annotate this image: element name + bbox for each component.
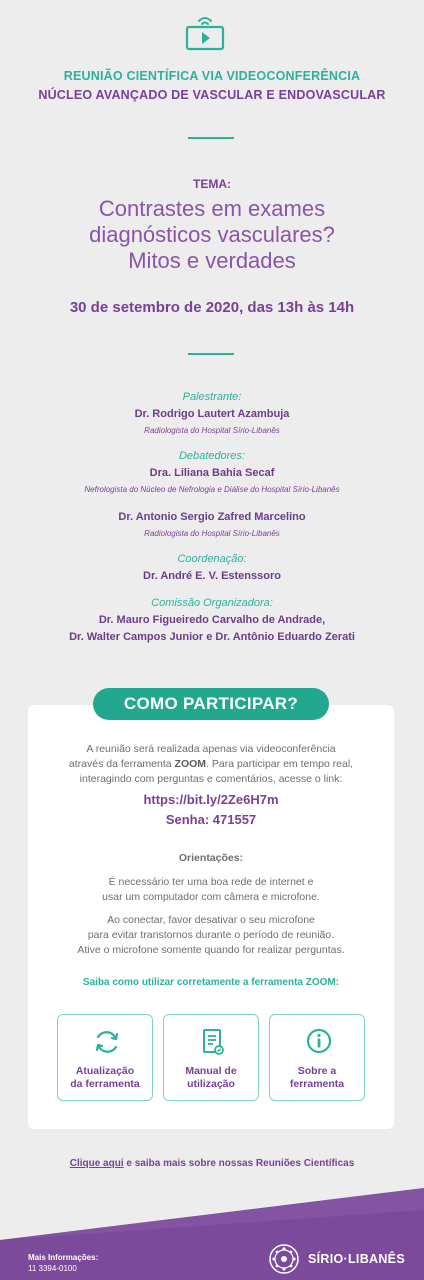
como-participar-button[interactable]: COMO PARTICIPAR? <box>93 688 329 720</box>
tile-label-line: ferramenta <box>289 1078 345 1090</box>
tema-title-line: Contrastes em exames <box>98 196 326 221</box>
intro-line: interagindo com perguntas e comentários, acesse o link: <box>79 773 343 785</box>
footer-contact <box>28 1252 98 1274</box>
debatedor-name: Dra. Liliana Bahia Secaf <box>149 467 275 479</box>
palestrante-affiliation: Radiologista do Hospital Sírio-Libanês <box>144 426 280 435</box>
debatedor-affiliation: Nefrologista do Núcleo de Nefrologia e Diálise do Hospital Sírio-Libanês <box>84 485 340 494</box>
clique-aqui-link[interactable]: Clique aqui <box>69 1158 124 1169</box>
orientacoes-title: Orientações: <box>178 852 244 864</box>
tile-label <box>270 1065 364 1091</box>
tile-atualizacao[interactable] <box>57 1014 153 1101</box>
tile-label-line: Manual de <box>185 1065 237 1077</box>
meeting-link[interactable]: https://bit.ly/2Ze6H7m <box>143 792 279 807</box>
orient-paragraph <box>28 875 394 905</box>
tile-label-line: Atualização <box>75 1065 135 1077</box>
comissao-names: Dr. Walter Campos Junior e Dr. Antônio Eduardo Zerati <box>69 631 355 643</box>
comissao-names: Dr. Mauro Figueiredo Carvalho de Andrade, <box>98 614 326 626</box>
coordenacao-name: Dr. André E. V. Estenssoro <box>143 570 281 582</box>
tema-title-line: diagnósticos vasculares? <box>89 222 335 247</box>
tile-label-line: da ferramenta <box>70 1078 140 1090</box>
tema-label: TEMA: <box>193 177 231 191</box>
tema-title <box>0 196 424 274</box>
divider <box>188 137 234 139</box>
tile-label <box>164 1065 258 1091</box>
contact-label: Mais Informações: <box>28 1253 99 1262</box>
debatedores-label: Debatedores: <box>178 450 246 462</box>
event-title-line1: REUNIÃO CIENTÍFICA VIA VIDEOCONFERÊNCIA <box>63 69 361 83</box>
comissao-label: Comissão Organizadora: <box>151 597 273 609</box>
video-stream-icon <box>184 14 226 52</box>
intro-text <box>28 742 394 787</box>
debatedor-name: Dr. Antonio Sergio Zafred Marcelino <box>118 511 306 523</box>
intro-line: A reunião será realizada apenas via videoconferência <box>86 743 336 755</box>
divider <box>188 353 234 355</box>
document-icon <box>198 1027 228 1057</box>
sirio-libanes-logo <box>268 1243 300 1275</box>
palestrante-label: Palestrante: <box>182 391 242 403</box>
refresh-icon <box>92 1027 122 1057</box>
debatedor-affiliation: Radiologista do Hospital Sírio-Libanês <box>144 529 280 538</box>
tile-sobre[interactable] <box>269 1014 365 1101</box>
orient-line: É necessário ter uma boa rede de internet e <box>108 876 314 888</box>
intro-line <box>28 757 394 772</box>
orient-paragraph <box>28 913 394 958</box>
more-info-line <box>0 1158 424 1169</box>
brand-name: SÍRIO·LIBANÊS <box>308 1252 405 1266</box>
intro-text-segment: através da ferramenta <box>68 758 175 770</box>
event-title-line2: NÚCLEO AVANÇADO DE VASCULAR E ENDOVASCULAR <box>38 88 386 102</box>
orient-line: Ao conectar, favor desativar o seu microfone <box>107 914 315 926</box>
meeting-password: Senha: 471557 <box>165 812 257 827</box>
orient-line: Ative o microfone somente quando for realizar perguntas. <box>77 944 345 956</box>
tile-label-line: Sobre a <box>297 1065 337 1077</box>
contact-phone: 11 3394-0100 <box>28 1264 77 1273</box>
orient-line: para evitar transtornos durante o período de reunião. <box>87 929 335 941</box>
info-icon <box>304 1027 334 1057</box>
more-info-text: e saiba mais sobre nossas Reuniões Científicas <box>123 1158 355 1169</box>
tile-manual[interactable] <box>163 1014 259 1101</box>
coordenacao-label: Coordenação: <box>177 553 247 565</box>
intro-text-segment: . Para participar em tempo real, <box>206 758 354 770</box>
tile-label <box>58 1065 152 1091</box>
tile-label-line: utilização <box>187 1078 235 1090</box>
tema-title-line: Mitos e verdades <box>128 248 296 273</box>
orient-line: usar um computador com câmera e microfone. <box>102 891 320 903</box>
zoom-help-note: Saiba como utilizar corretamente a ferramenta ZOOM: <box>82 977 340 988</box>
event-date: 30 de setembro de 2020, das 13h às 14h <box>69 299 355 316</box>
zoom-name: ZOOM <box>174 758 207 770</box>
palestrante-name: Dr. Rodrigo Lautert Azambuja <box>134 408 290 420</box>
